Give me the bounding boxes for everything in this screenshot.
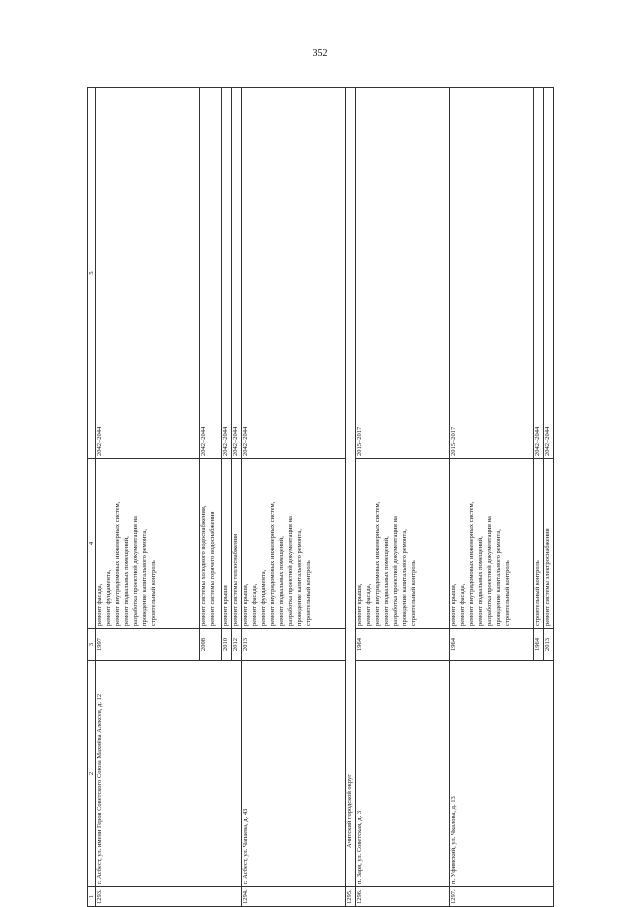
work-item: ремонт фасада, <box>458 583 466 626</box>
row-number: 1296. <box>355 887 449 907</box>
period: 2042–2044 <box>96 88 200 459</box>
work-item: ремонт подвальных помещений, <box>277 536 285 626</box>
header-row <box>88 88 96 907</box>
works-list <box>222 459 232 629</box>
row-number: 1295. <box>345 887 355 907</box>
capital-repair-table <box>87 87 554 907</box>
period: 2042–2044 <box>200 88 222 459</box>
work-item: строительный контроль <box>409 560 417 626</box>
period: 2042–2044 <box>533 88 543 459</box>
header-col-2: 2 <box>88 661 96 887</box>
work-item: ремонт фундамента, <box>259 569 267 626</box>
work-item: ремонт системы холодного водоснабжения, <box>200 505 207 626</box>
work-item: ремонт внутридомовых инженерных систем, <box>268 501 276 626</box>
year: 2013 <box>543 629 553 661</box>
work-item: ремонт фундамента, <box>104 569 112 626</box>
work-item: разработка проектной документации на <box>131 516 139 626</box>
year: 2008 <box>200 629 222 661</box>
work-item: проведение капитального ремонта, <box>494 529 502 626</box>
row-number: 1293. <box>96 887 242 907</box>
period: 2042–2044 <box>222 88 232 459</box>
work-item: ремонт системы теплоснабжения <box>231 533 239 626</box>
work-item: строительный контроль <box>503 560 511 626</box>
work-item: ремонт подвальных помещений, <box>476 536 484 626</box>
row-number: 1294. <box>241 887 345 907</box>
period: 2042–2044 <box>543 88 553 459</box>
work-item: строительный контроль <box>304 560 312 626</box>
work-item: разработка проектной документации на <box>391 516 399 626</box>
year: 1997 <box>96 629 200 661</box>
works-list <box>200 459 222 629</box>
district-heading: Ачитский городской округ <box>345 88 355 887</box>
work-item: ремонт внутридомовых инженерных систем, <box>373 501 381 626</box>
work-item: проведение капитального ремонта, <box>400 529 408 626</box>
period: 2015–2017 <box>355 88 449 459</box>
work-item: ремонт подвальных помещений, <box>122 536 130 626</box>
work-item: ремонт внутридомовых инженерных систем, <box>113 501 121 626</box>
work-item: разработка проектной документации на <box>485 516 493 626</box>
work-item: ремонт системы горячего водоснабжения <box>208 511 216 626</box>
address: п. Заря, ул. Советская, д. 3 <box>355 661 449 887</box>
works-list <box>449 459 533 629</box>
work-item: проведение капитального ремонта, <box>295 529 303 626</box>
work-item: ремонт крыши, <box>355 583 363 626</box>
year: 1964 <box>449 629 533 661</box>
year: 2012 <box>231 629 241 661</box>
row-number: 1297. <box>449 887 553 907</box>
period: 2042–2044 <box>231 88 241 459</box>
work-item: строительный контроль <box>149 560 157 626</box>
work-item: ремонт фасада, <box>250 583 258 626</box>
works-list <box>231 459 241 629</box>
period: 2042–2044 <box>241 88 345 459</box>
works-list <box>533 459 543 629</box>
period: 2015–2017 <box>449 88 533 459</box>
work-item: ремонт системы электроснабжения <box>543 528 551 626</box>
rotated-table-container <box>87 87 551 907</box>
works-list <box>355 459 449 629</box>
works-list <box>96 459 200 629</box>
works-list <box>241 459 345 629</box>
header-col-1: 1 <box>88 887 96 907</box>
work-item: ремонт фасада, <box>364 583 372 626</box>
address: г. Асбест, ул. Чапаева, д. 43 <box>241 661 345 887</box>
work-item: ремонт крыши, <box>241 583 249 626</box>
header-col-5: 5 <box>88 88 96 459</box>
address: п. Уфимский, ул. Чкалова, д. 13 <box>449 661 553 887</box>
work-item: строительный контроль <box>533 560 541 626</box>
year: 1964 <box>533 629 543 661</box>
table-row <box>355 88 449 907</box>
table-row <box>345 88 355 907</box>
header-col-3: 3 <box>88 629 96 661</box>
work-item: разработка проектной документации на <box>286 516 294 626</box>
page-number: 352 <box>312 48 328 59</box>
work-item: ремонт крыши <box>222 585 229 626</box>
work-item: ремонт подвальных помещений, <box>382 536 390 626</box>
work-item: проведение капитального ремонта, <box>140 529 148 626</box>
table-row <box>96 88 200 907</box>
table-row <box>241 88 345 907</box>
year: 2010 <box>222 629 232 661</box>
work-item: ремонт крыши, <box>449 583 457 626</box>
year: 2013 <box>241 629 345 661</box>
table-row <box>449 88 533 907</box>
address: г. Асбест, ул. имени Героя Советского Союза Махнёва Алексея, д. 12 <box>96 661 242 887</box>
year: 1964 <box>355 629 449 661</box>
works-list <box>543 459 553 629</box>
header-col-4: 4 <box>88 459 96 629</box>
work-item: ремонт фасада, <box>96 583 103 626</box>
work-item: ремонт внутридомовых инженерных систем, <box>467 501 475 626</box>
